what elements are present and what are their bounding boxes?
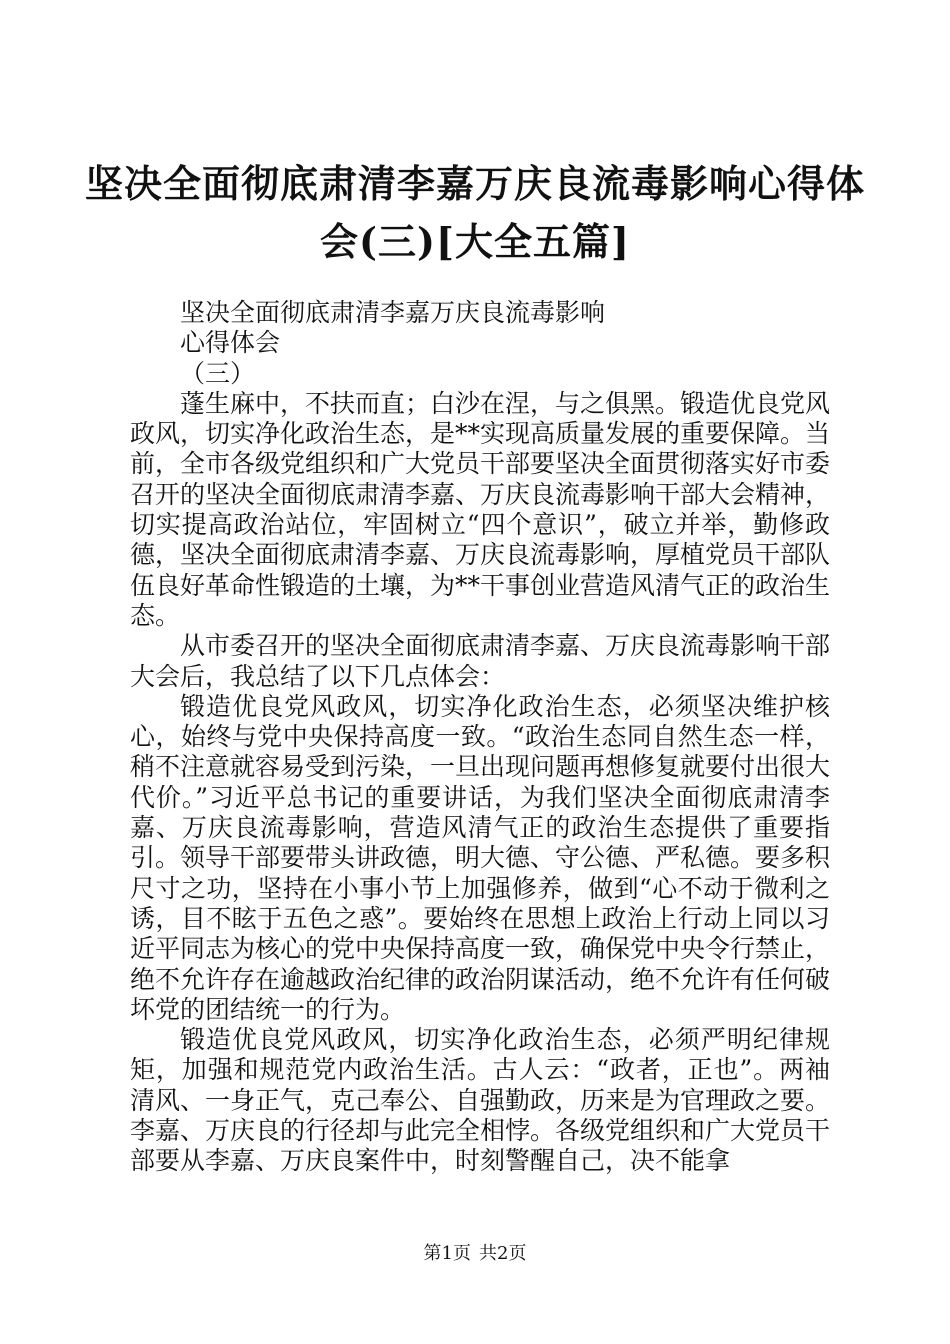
- document-title-line-2: 会(三)[大全五篇]: [320, 219, 630, 264]
- document-title-line-1: 坚决全面彻底肃清李嘉万庆良流毒影响心得体: [84, 161, 865, 206]
- subtitle-line-2: 心得体会: [180, 328, 281, 358]
- page-total: 共2页: [479, 1243, 527, 1264]
- document-body: [130, 298, 830, 1177]
- page-footer: [0, 1243, 950, 1265]
- paragraph-3: 锻造优良党风政风，切实净化政治生态，必须坚决维护核心，始终与党中央保持高度一致。“政治生态同自然生态一样，稍不注意就容易受到污染，一旦出现问题再想修复就要付出很大代价。”习近平总书记的重要讲话，为我们坚决全面彻底肃清李嘉、万庆良流毒影响，营造风清气正的政治生态提供了重要指引。领导干部要带头讲政德，明大德、守公德、严私德。要多积尺寸之功，坚持在小事小节上加强修养，做到“心不动于微利之诱，目不眩于五色之惑”。要始终在思想上政治上行动上同以习近平同志为核心的党中央保持高度一致，确保党中央令行禁止，绝不允许存在逾越政治纪律的政治阴谋活动，绝不允许有任何破坏党的团结统一的行为。: [130, 691, 831, 1024]
- subtitle-line-1: 坚决全面彻底肃清李嘉万庆良流毒影响: [180, 298, 606, 327]
- paragraph-2: 从市委召开的坚决全面彻底肃清李嘉、万庆良流毒影响干部大会后，我总结了以下几点体会：: [130, 631, 831, 691]
- paragraph-1: 蓬生麻中，不扶而直；白沙在涅，与之俱黑。锻造优良党风政风，切实净化政治生态，是**实现高质量发展的重要保障。当前，全市各级党组织和广大党员干部要坚决全面贯彻落实好市委召开的坚决全面彻底肃清李嘉、万庆良流毒影响干部大会精神，切实提高政治站位，牢固树立“四个意识”，破立并举，勤修政德，坚决全面彻底肃清李嘉、万庆良流毒影响，厚植党员干部队伍良好革命性锻造的土壤，为**干事创业营造风清气正的政治生态。: [130, 388, 831, 630]
- subtitle-line-3: （三）: [180, 358, 256, 388]
- paragraph-4: 锻造优良党风政风，切实净化政治生态，必须严明纪律规矩，加强和规范党内政治生活。古人云：“政者，正也”。两袖清风、一身正气，克己奉公、自强勤政，历来是为官理政之要。李嘉、万庆良的行径却与此完全相悖。各级党组织和广大党员干部要从李嘉、万庆良案件中，时刻警醒自己，决不能拿: [130, 1025, 831, 1176]
- page-number: 第1页: [423, 1243, 471, 1264]
